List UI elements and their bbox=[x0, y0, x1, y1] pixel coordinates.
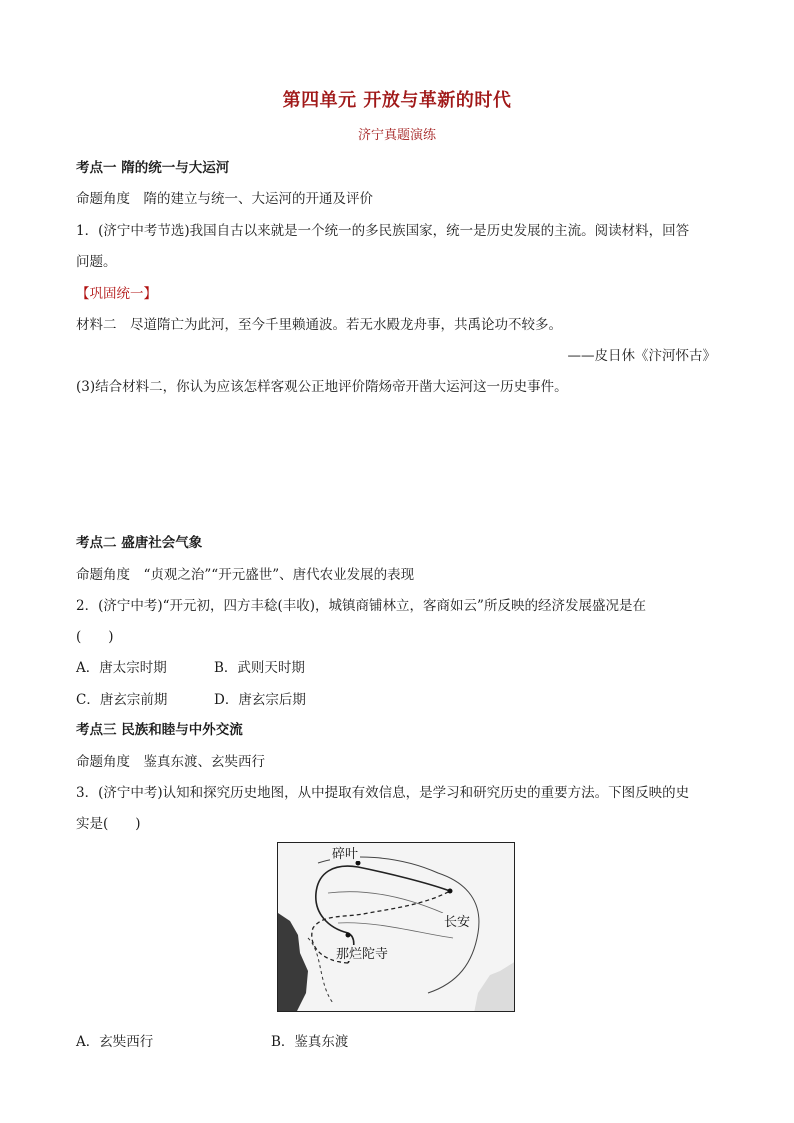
question-1-text-cont: 问题。 bbox=[76, 254, 117, 270]
border-dashed bbox=[308, 938, 333, 1003]
suiye-label: 碎叶 bbox=[332, 847, 359, 862]
sea-shape bbox=[474, 961, 515, 1012]
question-3-text: 3．(济宁中考)认知和探究历史地图，从中提取有效信息，是学习和研究历史的重要方法。下图反映的史 bbox=[76, 785, 690, 801]
option-c: C．唐玄宗前期 bbox=[76, 692, 168, 708]
question-1-tag: 【巩固统一】 bbox=[76, 286, 157, 302]
landmass-shape bbox=[278, 913, 308, 1012]
river-line bbox=[338, 923, 453, 938]
topic-three-heading: 考点三 民族和睦与中外交流 bbox=[76, 722, 243, 738]
option-a: A．唐太宗时期 bbox=[76, 660, 167, 676]
nalanda-marker bbox=[346, 933, 351, 938]
material-source: ——皮日休《汴河怀古》 bbox=[567, 348, 716, 364]
question-3-bracket: 实是( ) bbox=[76, 816, 141, 832]
question-2-text: 2．(济宁中考)“开元初，四方丰稔(丰收)，城镇商铺林立，客商如云”所反映的经济发展盛况是在 bbox=[76, 598, 646, 614]
option-a: A．玄奘西行 bbox=[76, 1034, 154, 1050]
map-illustration bbox=[278, 843, 515, 1012]
topic-one-angle: 命题角度 隋的建立与统一、大运河的开通及评价 bbox=[76, 191, 373, 207]
topic-three-angle: 命题角度 鉴真东渡、玄奘西行 bbox=[76, 754, 265, 770]
question-2-bracket: ( ) bbox=[76, 629, 114, 645]
material-two: 材料二 尽道隋亡为此河，至今千里赖通波。若无水殿龙舟事，共禹论功不较多。 bbox=[76, 317, 562, 333]
question-1-sub: (3)结合材料二，你认为应该怎样客观公正地评价隋炀帝开凿大运河这一历史事件。 bbox=[76, 379, 568, 395]
topic-one-heading: 考点一 隋的统一与大运河 bbox=[76, 160, 230, 176]
nalanda-label: 那烂陀寺 bbox=[336, 947, 389, 962]
option-b: B．武则天时期 bbox=[214, 660, 305, 676]
changan-label: 长安 bbox=[444, 915, 471, 930]
unit-title: 第四单元 开放与革新的时代 bbox=[282, 90, 512, 111]
topic-two-heading: 考点二 盛唐社会气象 bbox=[76, 535, 203, 551]
historical-route-map bbox=[277, 842, 515, 1012]
option-d: D．唐玄宗后期 bbox=[214, 692, 306, 708]
section-subtitle: 济宁真题演练 bbox=[357, 128, 436, 143]
changan-marker bbox=[448, 889, 453, 894]
topic-two-angle: 命题角度 “贞观之治”“开元盛世”、唐代农业发展的表现 bbox=[76, 567, 415, 583]
question-1-text: 1．(济宁中考节选)我国自古以来就是一个统一的多民族国家，统一是历史发展的主流。阅读材料，回答 bbox=[76, 223, 690, 239]
option-b: B．鉴真东渡 bbox=[271, 1034, 349, 1050]
